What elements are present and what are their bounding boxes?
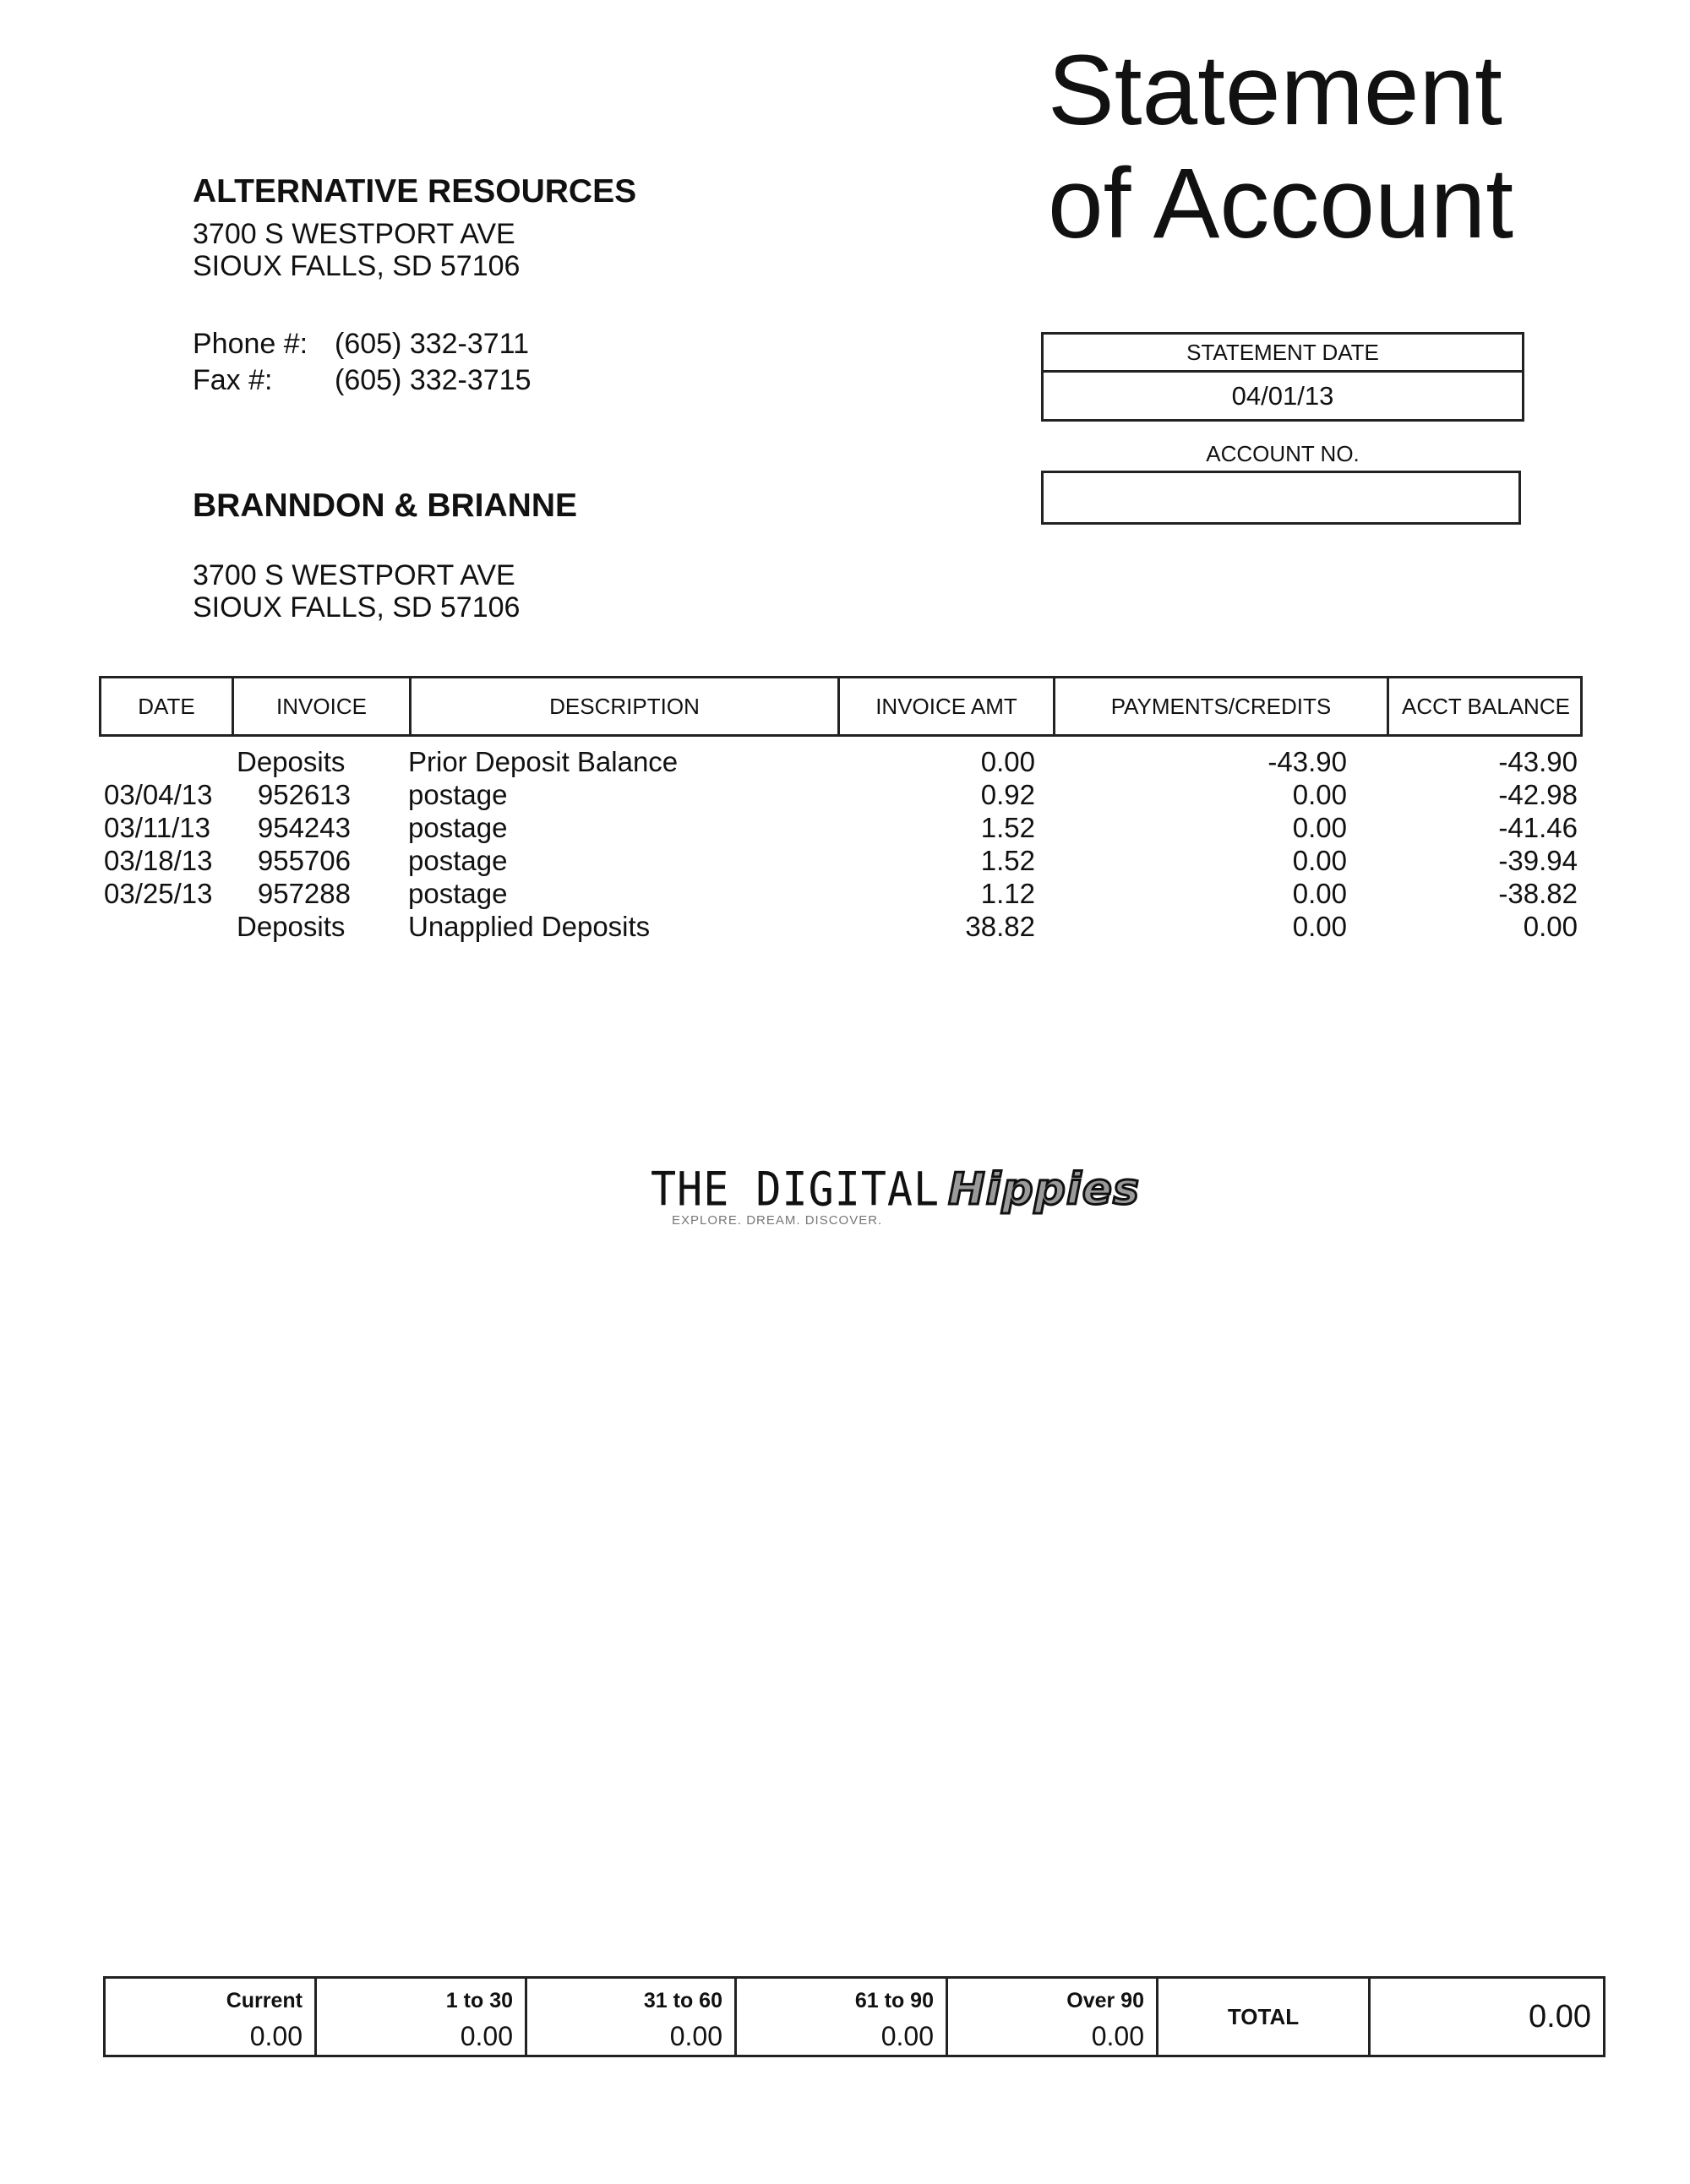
- logo-tagline: EXPLORE. DREAM. DISCOVER.: [672, 1213, 883, 1228]
- aging-label: 61 to 90: [854, 1989, 934, 2012]
- row-date: 03/04/13: [104, 779, 213, 810]
- header-description: DESCRIPTION: [549, 693, 700, 719]
- row-description: postage: [408, 845, 508, 876]
- aging-value: 0.00: [460, 2021, 513, 2051]
- aging-label: Over 90: [1066, 1989, 1144, 2012]
- aging-summary: [103, 1976, 1606, 2057]
- row-balance: -38.82: [1498, 878, 1578, 909]
- aging-label: Current: [226, 1989, 303, 2012]
- row-description: Prior Deposit Balance: [408, 746, 679, 777]
- aging-over-90: [948, 1979, 1158, 2055]
- fax-number: (605) 332-3715: [335, 364, 532, 396]
- phone-number: (605) 332-3711: [335, 328, 529, 360]
- aging-value: 0.00: [880, 2021, 934, 2051]
- account-no-label: ACCOUNT NO.: [1206, 441, 1360, 466]
- row-date: 03/11/13: [104, 812, 211, 843]
- customer-address-1: 3700 S WESTPORT AVE: [193, 559, 515, 591]
- row-payments: 0.00: [1292, 911, 1347, 942]
- row-payments: 0.00: [1292, 812, 1347, 843]
- table-row: [0, 911, 1690, 945]
- aging-label: 1 to 30: [445, 1989, 513, 2012]
- header-date: DATE: [138, 693, 195, 719]
- aging-61-90: [737, 1979, 948, 2055]
- header-payments-credits: PAYMENTS/CREDITS: [1110, 693, 1332, 719]
- aging-label: 31 to 60: [643, 1989, 722, 2012]
- customer-address-2: SIOUX FALLS, SD 57106: [193, 591, 521, 624]
- header-invoice-amt: INVOICE AMT: [875, 693, 1017, 719]
- title-line-1: Statement: [1048, 35, 1502, 146]
- aging-value: 0.00: [1091, 2021, 1144, 2051]
- company-address-1: 3700 S WESTPORT AVE: [193, 218, 515, 250]
- row-date: 03/25/13: [104, 878, 213, 909]
- statement-title: [1048, 34, 1513, 260]
- row-amount: 1.52: [980, 812, 1035, 843]
- row-payments: 0.00: [1292, 779, 1347, 810]
- phone-label: Phone #:: [193, 328, 308, 360]
- row-invoice: Deposits: [237, 746, 346, 777]
- statement-date-value: 04/01/13: [1231, 381, 1334, 411]
- row-invoice: 954243: [257, 812, 351, 843]
- row-amount: 1.52: [980, 845, 1035, 876]
- aging-total-value: 0.00: [1529, 1998, 1591, 2034]
- row-description: postage: [408, 779, 508, 810]
- aging-total-value-cell: [1371, 1979, 1603, 2055]
- logo-text-main: THE DIGITAL: [651, 1163, 940, 1217]
- header-acct-balance: ACCT BALANCE: [1402, 693, 1570, 719]
- row-amount: 0.92: [980, 779, 1035, 810]
- table-row: [0, 878, 1690, 912]
- aging-31-60: [527, 1979, 737, 2055]
- row-payments: 0.00: [1292, 845, 1347, 876]
- row-description: postage: [408, 812, 508, 843]
- fax-label: Fax #:: [193, 364, 273, 396]
- aging-total-label-cell: [1158, 1979, 1371, 2055]
- table-row: [0, 845, 1690, 879]
- row-balance: 0.00: [1523, 911, 1578, 942]
- statement-date-box: [1041, 332, 1524, 422]
- table-row: [0, 746, 1690, 780]
- row-date: 03/18/13: [104, 845, 213, 876]
- row-description: postage: [408, 878, 508, 909]
- table-row: [0, 812, 1690, 846]
- row-invoice: Deposits: [237, 911, 346, 942]
- row-balance: -41.46: [1498, 812, 1578, 843]
- row-invoice: 952613: [257, 779, 351, 810]
- company-name: ALTERNATIVE RESOURCES: [193, 173, 637, 210]
- company-address-2: SIOUX FALLS, SD 57106: [193, 250, 521, 282]
- digital-hippies-logo: [651, 1164, 1140, 1228]
- statement-date-label: STATEMENT DATE: [1044, 335, 1522, 373]
- row-payments: -43.90: [1268, 746, 1347, 777]
- aging-value: 0.00: [669, 2021, 722, 2051]
- row-amount: 38.82: [965, 911, 1035, 942]
- row-amount: 0.00: [980, 746, 1035, 777]
- row-balance: -39.94: [1498, 845, 1578, 876]
- logo-text-accent: Hippies: [948, 1164, 1140, 1215]
- customer-name: BRANNDON & BRIANNE: [193, 487, 577, 524]
- row-invoice: 955706: [257, 845, 351, 876]
- aging-value: 0.00: [249, 2021, 303, 2051]
- header-invoice: INVOICE: [276, 693, 367, 719]
- table-row: [0, 779, 1690, 813]
- row-amount: 1.12: [980, 878, 1035, 909]
- row-invoice: 957288: [257, 878, 351, 909]
- aging-current: [106, 1979, 317, 2055]
- row-description: Unapplied Deposits: [408, 911, 651, 942]
- row-balance: -43.90: [1498, 746, 1578, 777]
- transactions-header: [99, 676, 1583, 737]
- aging-1-30: [317, 1979, 527, 2055]
- row-payments: 0.00: [1292, 878, 1347, 909]
- title-line-2: of Account: [1048, 148, 1514, 259]
- row-balance: -42.98: [1498, 779, 1578, 810]
- account-no-box: [1041, 471, 1521, 525]
- aging-total-label: TOTAL: [1227, 2003, 1300, 2029]
